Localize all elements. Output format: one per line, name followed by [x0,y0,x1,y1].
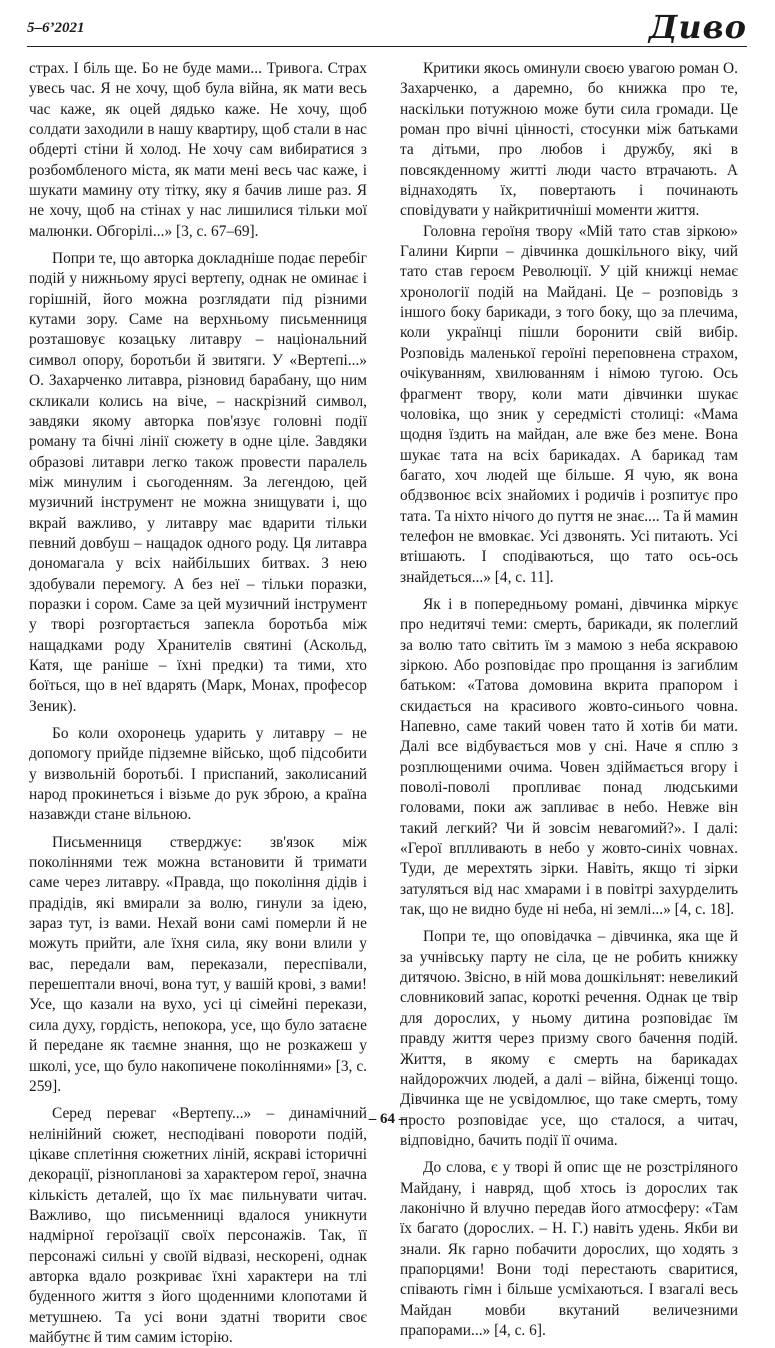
paragraph: Письменниця стверджує: зв'язок між поколіннями теж можна встановити й тримати саме через литавру. «Правда, що покоління дідів і прадідів, які вмирали за волю, гинули за ідею, зараз тут, із вами. Нехай вони самі померли й не можуть прийти, але їхня сила, яку вони влили у вас, передали вам, переказали, переспівали, перешептали вночі, вона тут, у вашій крові, з вами! Усе, що казали на вухо, усі ці сімейні перекази, сила духу, гордість, непокора, усе, що було затаєне й передане як таємне знання, що не розкажеш у школі, усе, що було накопичене поколіннями» [3, с. 259]. [29,833,367,1095]
left-column [29,59,367,1346]
page-header [27,8,747,46]
page-number: – 64 – [368,1111,407,1127]
paragraph: Критики якось оминули своєю увагою роман О. Захарченко, а даремно, бо книжка про те, наскільки потужною може бути сила громади. Це роман про вічні цінності, стосунки між батьками та дітьми, про любов і дружбу, які в повсякденному житті люди часто втрачають. А віднаходять їх, повертають і починають сповідувати у найкритичніші моменти життя. [400,60,738,220]
magazine-logo: Диво [648,8,747,46]
paragraph: Серед переваг «Вертепу...» – динамічний нелінійний сюжет, несподівані повороти подій, цікаве сплетіння сюжетних ліній, яскраві історичні декорації, різнопланові за характером герої, значна кількість деталей, що їх має пильнувати читач. Важливо, що письменниці вдалося уникнути надмірної героїзації своїх персонажів. Так, її персонажі сильні у своїй відвазі, нескорені, однак авторка вдало розкриває їхні характери на тлі буденного життя з його щоденними клопотами й метушнею. Та усі вони здатні творити своє майбутнє й тим самим історію. [29,1105,367,1346]
paragraph: Попри те, що оповідачка – дівчинка, яка ще й за учнівську парту не сіла, це не робить книжку дитячою. Звісно, в ній мова дошкільнят: невеликий словниковий запас, короткі речення. Однак це твір для дорослих, у ньому дитина розповідає їм правду життя через призму свого бачення подій. Життя, в якому є смерть на барикадах найдорожчих людей, а далі – війна, біженці тощо. Дівчинка ще не усвідомлює, що таке смерть, тому просто розповідає усе, що сталося, а читач, відповідно, бачить події її очима. [400,928,738,1149]
header-rule [27,46,747,47]
right-column [400,59,738,1339]
paragraph: Бо коли охоронець ударить у литавру – не допомогу прийде підземне військо, щоб підсобити у визвольній боротьбі. І приспаний, заколисаний народ прокинеться і візьме до рук зброю, а країна назавжди стане вільною. [29,725,367,824]
paragraph: страх. І біль ще. Бо не буде мами... Тривога. Страх увесь час. Я не хочу, щоб була війна, як мати весь час каже, як оцей дядько каже. Не хочу, щоб солдати заходили в нашу квартиру, щоб стали в нас обдерті стіни й холод. Не хочу сам вибиратися з розбомбленого міста, як мати мені весь час каже, і шукати мамину оту тітку, яку я бачив лише раз. Я не хочу, щоб на стінах у нас лишилися тільки мої малюнки. Обгорілі...» [3, с. 67–69]. [29,60,367,240]
paragraph: До слова, є у творі й опис ще не розстріляного Майдану, і навряд, щоб хтось із дорослих так лаконічно й влучно передав його атмосферу: «Там їх багато (дорослих. – Н. Г.) навіть удень. Якби ви знали. Як гарно побачити дорослих, що ходять з прапорцями! Вони тоді перестають сваритися, співають гімн і більше усміхаються. І взагалі весь Майдан мовби вкутаний величезними прапорами...» [4, с. 6]. [400,1159,738,1339]
issue-number: 5–6’2021 [27,20,85,36]
paragraph: Як і в попередньому романі, дівчинка міркує про недитячі теми: смерть, барикади, як полеглий за волю тато світить їм з мамою з неба яскравою зіркою. Або розповідає про прощання із загиблим батьком: «Татова домовина вкрита прапором і скидається на красивого жовто-синього човна. Напевно, саме такий човен тато й хотів би мати. Далі все відбувається мов у сні. Наче я сплю з розплющеними очима. Човен здіймається вгору і поволі-поволі пропливає понад людськими головами, поки аж запливає в небо. Невже він такий легкий? Чи й зовсім невагомий?». І далі: «Герої вплливають в небо у жовто-синіх човнах. Туди, де мерехтять зірки. Навіть, якщо ті зірки затуляться від нас хмарами і в повітрі захурделить так, що не видно буде ні неба, ні землі...» [4, с. 18]. [400,595,738,919]
paragraph: Головна героїня твору «Мій тато став зіркою» Галини Кирпи – дівчинка дошкільного віку, чий тато став героєм Революції. У цій книжці немає хронології подій на Майдані. Це – розповідь з іншого боку барикади, з того боку, що за плечима, коли українці пішли боронити свій вибір. Розповідь маленької героїні переповнена страхом, очікуванням, хвилюванням і німою тугою. Ось фрагмент твору, коли мати дівчинки шукає чоловіка, що зник у середмісті столиці: «Мама щодня їздить на майдан, але вже без мене. Вона шукає тата на всіх барикадах. А барикад там багато, хоч людей ще більше. Я чую, як вона обдзвонює всіх знайомих і родичів і розпитує про тата. Та ніхто нічого до пуття не знає.... Та й мамин телефон не вмовкає. Усі дзвонять. Усі питають. Усі втішають. І сподіваються, що тато ось-ось знайдеться...» [4, с. 11]. [400,222,738,586]
paragraph: Попри те, що авторка докладніше подає перебіг подій у нижньому ярусі вертепу, однак не оминає і горішній, його можна розглядати під різними кутами зору. Саме на верхньому письменниця розташовує козацьку литавру – національний символ опору, боротьби й звитяги. У «Вертепі...» О. Захарченко литавра, різновид барабану, що ним скликали колись на віче, – наскрізний символ, завдяки якому авторка пов'язує головні події роману та бічні лінії сюжету в одне ціле. Завдяки образові литаври легко також провести паралель між минулим і сьогоденням. За легендою, цей музичний інструмент не можна знищувати і, що вкрай важливо, у литавру має вдарити тільки певний довбуш – нащадок одного роду. Ця литавра дономагала у всіх найбільших битвах. З нею здобували перемогу. А без неї – тільки поразки, поразки і сором. Саме за цей музичний інструмент у творі розгортається запекла боротьба між нащадками роду Хранителів святині (Аскольд, Катя, ще раніше – їхні предки) та тими, хто боїться, що в неї вдарять (Марк, Монах, професор Зеник). [29,250,367,715]
